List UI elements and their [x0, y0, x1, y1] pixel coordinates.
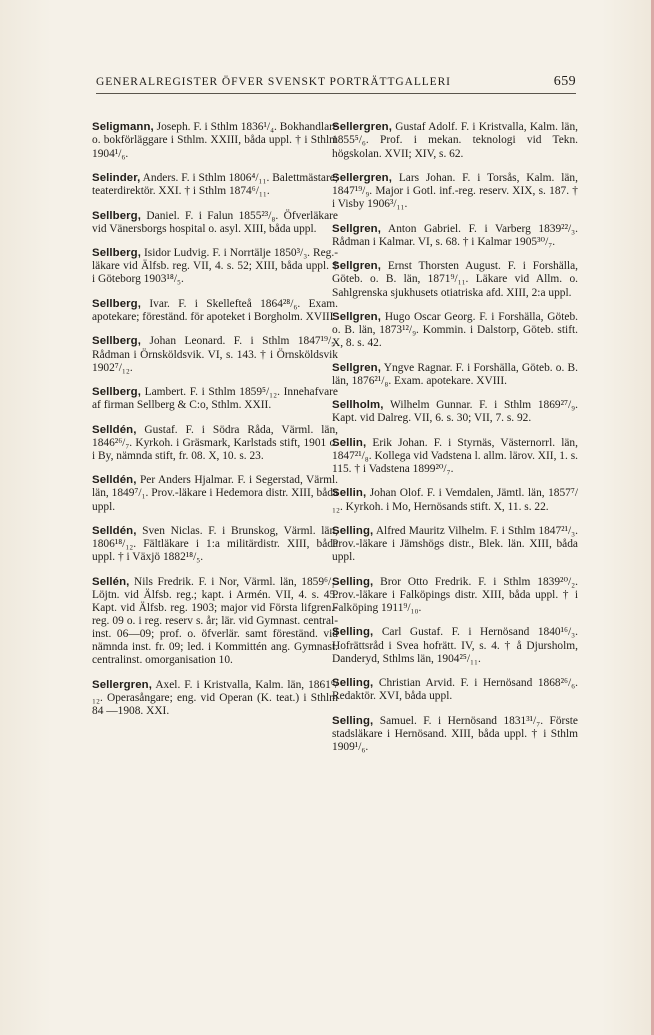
entry-text: Anton Gabriel. F. i Varberg 1839²²/₃. Rådman i Kalmar. VI, s. 68. † i Kalmar 1905³⁰/₇. [332, 222, 579, 248]
entry-surname: Selling, [332, 626, 374, 639]
header-rule [96, 93, 576, 94]
entry-text: Carl Gustaf. F. i Hernösand 1840¹⁶/₃. Hofrättsråd i Svea hofrätt. IV, s. 4. † å Djursholm, Danderyd, Sthlms län, 1904²⁵/₁₁. [332, 626, 578, 665]
entry-surname: Selling, [332, 575, 374, 588]
register-entry [92, 172, 338, 198]
register-entry [332, 362, 578, 388]
entry-text: Gustaf. F. i Södra Råda, Värml. län, 1846²⁶/₇. Kyrkoh. i Gräsmark, Karlstads stift, 1901 o. i By, nämnda stift, fr. 08. X, 10. s. 23. [92, 423, 338, 462]
entry-surname: Sellgren, [332, 222, 382, 235]
entry-surname: Sellergren, [92, 678, 152, 691]
entry-text: Samuel. F. i Hernösand 1831³¹/₇. Förste stadsläkare i Hernösand. XIII, båda uppl. † i Sthlm 1909¹/₆. [332, 714, 578, 753]
register-entry [92, 121, 338, 160]
register-entry [92, 298, 338, 324]
entry-text: Christian Arvid. F. i Hernösand 1868²⁶/₆. Redaktör. XVI, båda uppl. [332, 677, 578, 703]
entry-text: Johan Leonard. F. i Sthlm 1847¹⁹/₅. Rådman i Örnsköldsvik. VI, s. 143. † i Örnsköldsvik 1902⁷/₁₂. [92, 335, 338, 374]
register-entry [92, 679, 338, 718]
entry-surname: Sellberg, [92, 247, 142, 260]
entry-surname: Sellgren, [332, 361, 382, 374]
entry-surname: Selling, [332, 677, 374, 690]
entry-text: Hugo Oscar Georg. F. i Forshälla, Göteb. o. B. län, 1873¹²/₉. Kommin. i Dalstorp, Göteb. stift. X, 8. s. 42. [332, 310, 578, 350]
entry-text: Bror Otto Fredrik. F. i Sthlm 1839²⁰/₂. Prov.-läkare i Falköpings distr. XIII, båda uppl. † i Falköping 1911⁹/₁₀. [332, 575, 578, 614]
running-title: GENERALREGISTER ÖFVER SVENSKT PORTRÄTTGALLERI [96, 76, 451, 88]
entry-surname: Sellergren, [332, 172, 392, 185]
register-entry [92, 335, 338, 374]
register-entry [332, 626, 578, 665]
register-entry [332, 121, 578, 160]
entry-text: Wilhelm Gunnar. F. i Sthlm 1869²⁷/₉. Kapt. vid Dalreg. VII, 6. s. 30; VII, 7. s. 92. [332, 399, 578, 425]
register-entry [92, 474, 338, 513]
entry-surname: Sellholm, [332, 399, 384, 412]
right-column [332, 110, 578, 764]
entry-surname: Sellergren, [332, 121, 392, 134]
entry-text: Axel. F. i Kristvalla, Kalm. län, 1861⁶/₁₂. Operasångare; eng. vid Operan (K. teat.) i Sthlm 84 —1908. XXI. [92, 678, 339, 717]
register-entry [332, 311, 578, 350]
register-entry [332, 260, 578, 299]
register-entry [332, 487, 578, 513]
entry-text: Daniel. F. i Falun 1855²³/₈. Öfverläkare vid Vänersborgs hospital o. asyl. XIII, båda uppl. [92, 209, 338, 235]
page-number: 659 [553, 74, 576, 89]
register-entry [332, 172, 578, 211]
register-entry [332, 399, 578, 425]
register-entry [92, 424, 338, 463]
entry-surname: Seligmann, [92, 121, 154, 134]
entry-text: Lars Johan. F. i Torsås, Kalm. län, 1847¹⁹/₉. Major i Gotl. inf.-reg. reserv. XIX, s. 187. † i Visby 1906³/₁₁. [332, 172, 578, 211]
entry-text: Erik Johan. F. i Styrnäs, Västernorrl. län, 1847²¹/₈. Kollega vid Vadstena l. allm. lärov. XII, 1. s. 115. † i Vadstena 1899²⁰/₇. [332, 436, 578, 475]
entry-text: Sven Niclas. F. i Brunskog, Värml. län, 1806¹⁸/₁₂. Fältläkare i 1:a militärdistr. XIII, båda uppl. † i Växjö 1882¹⁸/₅. [92, 525, 338, 564]
register-entry [332, 576, 578, 615]
entry-surname: Sellin, [332, 436, 367, 449]
entry-surname: Sellén, [92, 575, 130, 588]
register-entry [92, 576, 338, 668]
entry-surname: Sellberg, [92, 335, 142, 348]
entry-surname: Sellgren, [332, 310, 382, 323]
entry-text: Joseph. F. i Sthlm 1836¹/₄. Bokhandlare o. bokförläggare i Sthlm. XXIII, båda uppl. † i Sthlm 1904¹/₆. [92, 121, 338, 160]
entry-text: Nils Fredrik. F. i Nor, Värml. län, 1859⁶/₁. Löjtn. vid Älfsb. reg.; kapt. i Armén. VII, 4. s. 45. Kapt. vid Älfsb. reg. 1903; major vid Första lifgren.-reg. 09 o. i reg. reserv s. år; lär. vid Gymnast. central-inst. 06—09; prof. o. öfverlär. samt föreständ. vid nämnda inst. fr. 09; led. i Kommittén ang. Gymnast. centralinst. omorganisation 10. [92, 575, 338, 667]
entry-surname: Selinder, [92, 172, 141, 185]
entry-text: Per Anders Hjalmar. F. i Segerstad, Värml. län, 1849⁷/₁. Prov.-läkare i Hedemora distr. XIII, båda uppl. [92, 474, 338, 513]
entry-text: Alfred Mauritz Vilhelm. F. i Sthlm 1847²¹/₃. Prov.-läkare i Jämshögs distr., Blek. län. XIII, båda uppl. [332, 525, 578, 564]
register-entry [332, 677, 578, 703]
entry-surname: Selling, [332, 525, 374, 538]
entry-text: Ernst Thorsten August. F. i Forshälla, Göteb. o. B. län, 1871⁹/₁₁. Läkare vid Allm. o. Sahlgrenska sjukhusets otiatriska afd. XIII, 2:a uppl. [332, 260, 578, 299]
entry-surname: Sellberg, [92, 209, 142, 222]
entry-surname: Selldén, [92, 474, 137, 487]
entry-text: Lambert. F. i Sthlm 1859⁵/₁₂. Innehafvare af firman Sellberg & C:o, Sthlm. XXII. [92, 386, 338, 412]
entry-surname: Selldén, [92, 423, 137, 436]
entry-surname: Sellberg, [92, 297, 142, 310]
register-entry [332, 437, 578, 476]
entry-surname: Sellberg, [92, 386, 142, 399]
entry-surname: Selling, [332, 714, 374, 727]
register-entry [92, 210, 338, 236]
entry-text: Gustaf Adolf. F. i Kristvalla, Kalm. län, 1855⁵/₆. Prof. i mekan. teknologi vid Tekn. högskolan. XVII; XIV, s. 62. [332, 121, 578, 160]
register-entry [92, 247, 338, 286]
register-entry [92, 386, 338, 412]
entry-text: Anders. F. i Sthlm 1806⁴/₁₁. Balettmästare; teaterdirektör. XXI. † i Sthlm 1874⁶/₁₁. [92, 172, 338, 198]
register-entry [332, 223, 578, 249]
entry-text: Isidor Ludvig. F. i Norrtälje 1850³/₃. Reg.-läkare vid Älfsb. reg. VII, 4. s. 52; XIII, båda uppl. † i Göteborg 1903¹⁸/₅. [92, 247, 338, 286]
entry-text: Johan Olof. F. i Vemdalen, Jämtl. län, 1857⁷/₁₂. Kyrkoh. i Mo, Hernösands stift. X, 11. s. 22. [332, 487, 578, 513]
entry-text: Ivar. F. i Skellefteå 1864²⁸/₆. Exam. apotekare; föreständ. för apoteket i Borgholm. XVIII. [92, 297, 338, 323]
register-entry [332, 715, 578, 754]
register-entry [92, 525, 338, 564]
register-entry [332, 525, 578, 564]
entry-surname: Selldén, [92, 525, 137, 538]
entry-surname: Sellin, [332, 487, 367, 500]
entry-text: Yngve Ragnar. F. i Forshälla, Göteb. o. B. län, 1876²¹/₈. Exam. apotekare. XVIII. [332, 361, 578, 387]
left-column [92, 110, 338, 728]
entry-surname: Sellgren, [332, 260, 382, 273]
